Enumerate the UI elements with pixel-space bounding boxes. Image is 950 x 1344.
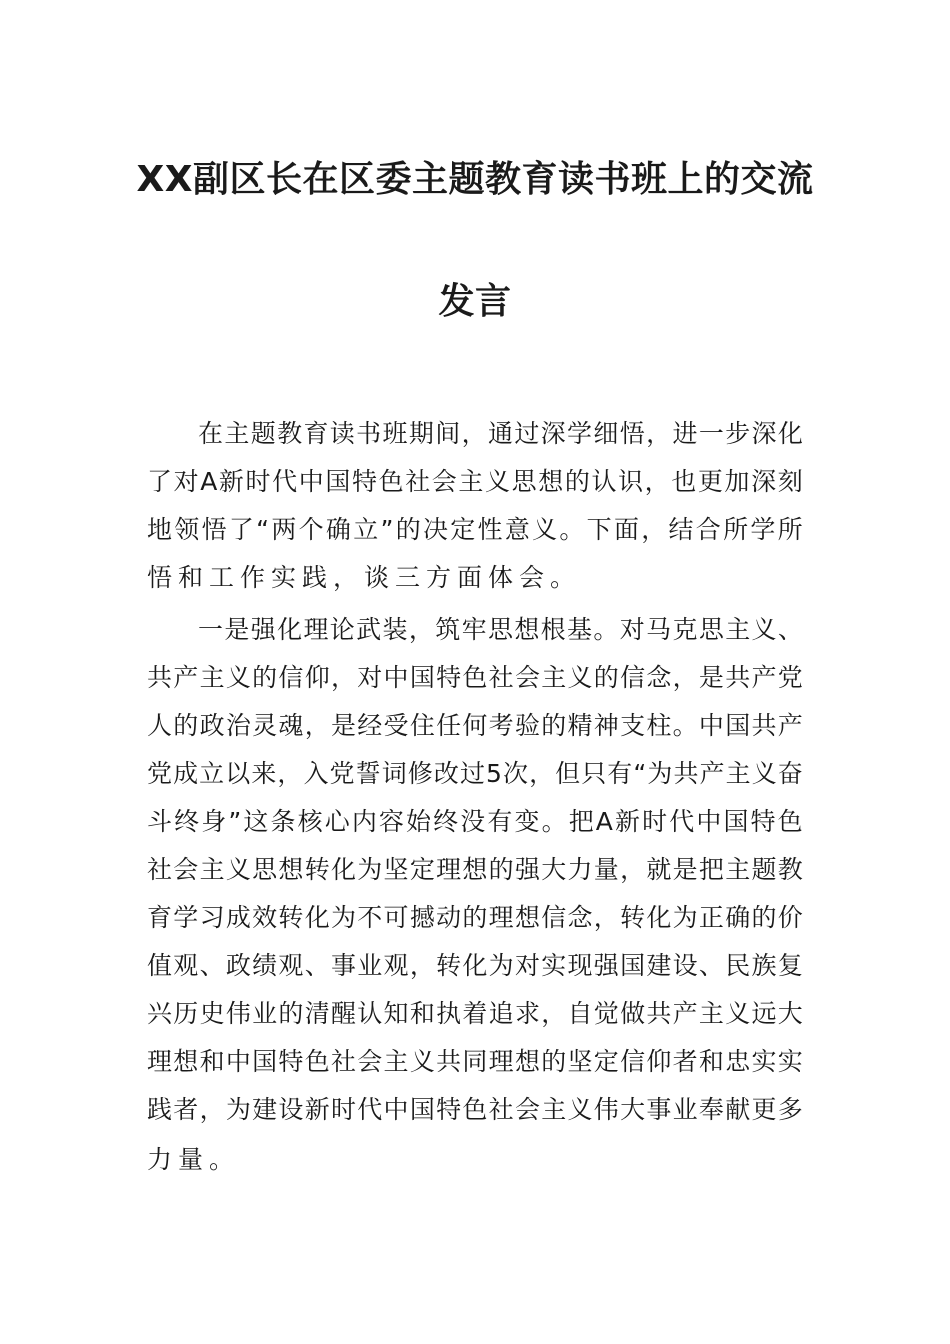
paragraph-line: 了 对 A 新 时 代 中 国 特 色 社 会 主 义 思 想 的 认 识 ， 也 更 加 深 刻 xyxy=(147,467,803,496)
paragraph-line: 斗 终 身 ” 这 条 核 心 内 容 始 终 没 有 变 。 把 A 新 时 代 中 国 特 色 xyxy=(147,807,803,836)
paragraph-line: 践 者 ， 为 建 设 新 时 代 中 国 特 色 社 会 主 义 伟 大 事 业 奉 献 更 多 xyxy=(147,1095,803,1124)
paragraph-line: 共 产 主 义 的 信 仰 ， 对 中 国 特 色 社 会 主 义 的 信 念 ， 是 共 产 党 xyxy=(147,663,803,692)
paragraph-line: 理 想 和 中 国 特 色 社 会 主 义 共 同 理 想 的 坚 定 信 仰 者 和 忠 实 实 xyxy=(147,1047,803,1076)
paragraph-line: 悟和工作实践，谈三方面体会。 xyxy=(147,563,582,592)
paragraph-line: 兴 历 史 伟 业 的 清 醒 认 知 和 执 着 追 求 ， 自 觉 做 共 产 主 义 远 大 xyxy=(147,999,803,1028)
paragraph-line: 人 的 政 治 灵 魂 ， 是 经 受 住 任 何 考 验 的 精 神 支 柱 。 中 国 共 产 xyxy=(147,711,803,740)
paragraph-line: 一 是 强 化 理 论 武 装 ， 筑 牢 思 想 根 基 。 对 马 克 思 主 义 、 xyxy=(198,615,803,644)
paragraph-line: 育 学 习 成 效 转 化 为 不 可 撼 动 的 理 想 信 念 ， 转 化 为 正 确 的 价 xyxy=(147,903,803,932)
paragraph-line: 社 会 主 义 思 想 转 化 为 坚 定 理 想 的 强 大 力 量 ， 就 是 把 主 题 教 xyxy=(147,855,803,884)
document-title-line-2: 发言 xyxy=(438,281,512,322)
paragraph-line: 在 主 题 教 育 读 书 班 期 间 ， 通 过 深 学 细 悟 ， 进 一 步 深 化 xyxy=(198,419,803,448)
document-title-line-1: XX副区长在区委主题教育读书班上的交流 xyxy=(136,159,814,200)
paragraph-line: 力量。 xyxy=(147,1145,241,1174)
paragraph-line: 值 观 、 政 绩 观 、 事 业 观 ， 转 化 为 对 实 现 强 国 建 设 、 民 族 复 xyxy=(147,951,803,980)
paragraph-line: 党 成 立 以 来 ， 入 党 誓 词 修 改 过 5 次 ， 但 只 有 “ 为 共 产 主 义 奋 xyxy=(147,759,803,788)
paragraph-line: 地 领 悟 了 “ 两 个 确 立 ” 的 决 定 性 意 义 。 下 面 ， 结 合 所 学 所 xyxy=(147,515,803,544)
